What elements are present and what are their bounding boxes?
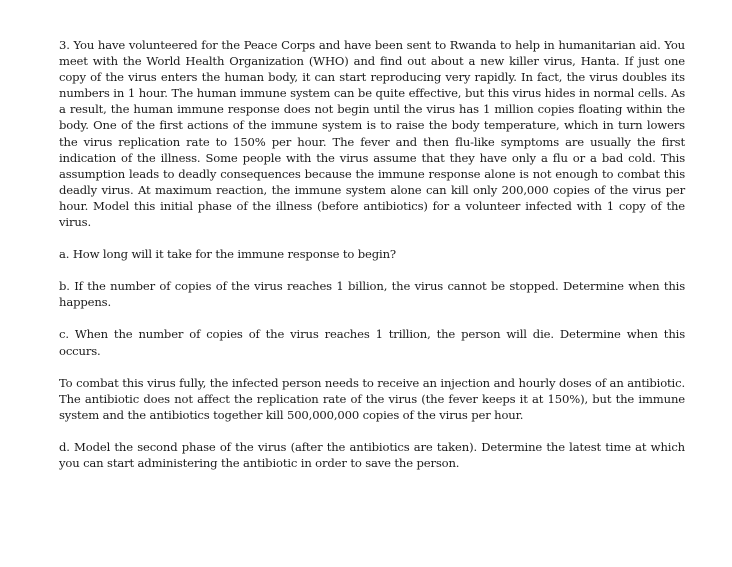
document-body: [59, 37, 685, 487]
problem-intro: 3. You have volunteered for the Peace Corps and have been sent to Rwanda to help in humanitarian aid. You meet with the World Health Organization (WHO) and find out about a new killer virus, Hanta. If just one copy of the virus enters the human body, it can start reproducing very rapidly. In fact, the virus doubles its numbers in 1 hour. The human immune system can be quite effective, but this virus hides in normal cells. As a result, the human immune response does not begin until the virus has 1 million copies floating within the body. One of the first actions of the immune system is to raise the body temperature, which in turn lowers the virus replication rate to 150% per hour. The fever and then flu-like symptoms are usually the first indication of the illness. Some people with the virus assume that they have only a flu or a bad cold. This assumption leads to deadly consequences because the immune response alone is not enough to combat this deadly virus. At maximum reaction, the immune system alone can kill only 200,000 copies of the virus per hour. Model this initial phase of the illness (before antibiotics) for a volunteer infected with 1 copy of the virus.: [59, 38, 685, 230]
question-a: a. How long will it take for the immune response to begin?: [59, 247, 396, 262]
question-d: d. Model the second phase of the virus (after the antibiotics are taken). Determine the latest time at which you can start administering the antibiotic in order to save the person.: [59, 439, 685, 470]
question-c: c. When the number of copies of the virus reaches 1 trillion, the person will die. Determine when this occurs.: [59, 327, 685, 358]
question-b: b. If the number of copies of the virus reaches 1 billion, the virus cannot be stopped. Determine when this happens.: [59, 279, 685, 310]
antibiotic-paragraph: To combat this virus fully, the infected person needs to receive an injection and hourly doses of an antibiotic. The antibiotic does not affect the replication rate of the virus (the fever keeps it at 150%), but the immune system and the antibiotics together kill 500,000,000 copies of the virus per hour.: [59, 375, 685, 422]
